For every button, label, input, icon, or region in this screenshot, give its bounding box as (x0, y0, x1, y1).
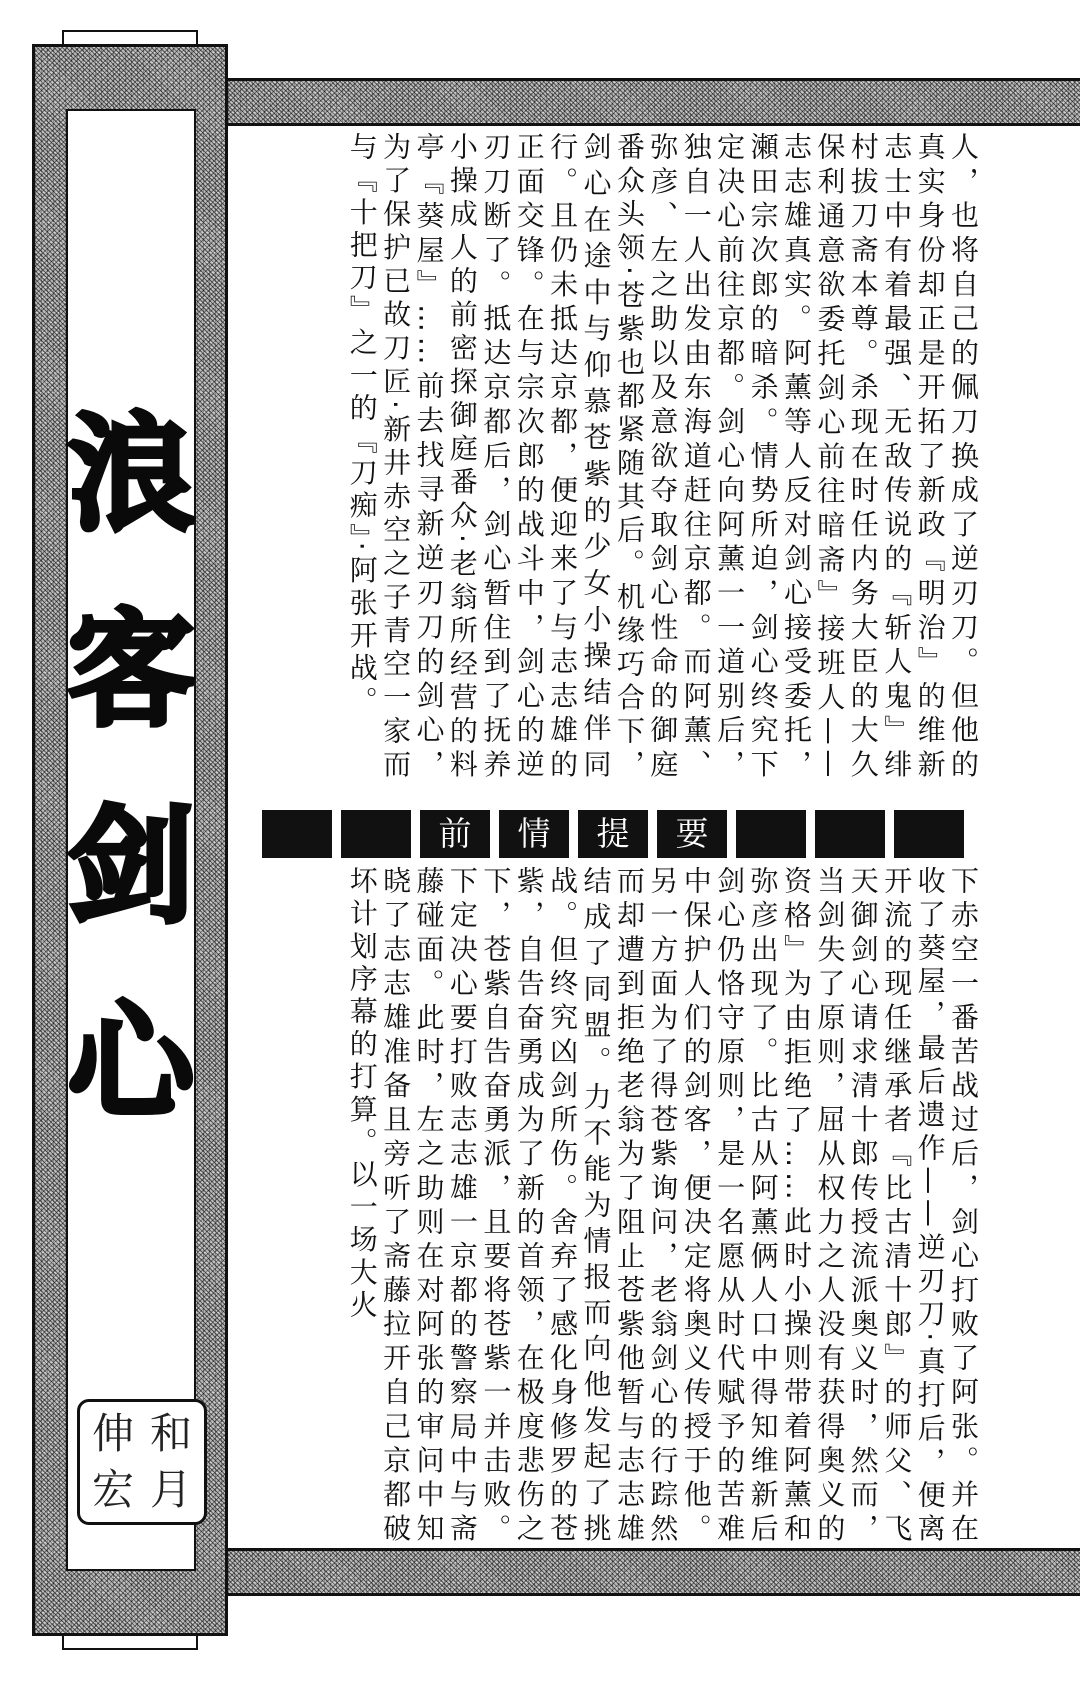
header-char: 前 (420, 810, 490, 858)
header-char: 情 (499, 810, 569, 858)
title-char: 剑 (68, 792, 194, 940)
seal-char: 伸 (91, 1409, 134, 1458)
title-char: 浪 (68, 400, 194, 548)
artist-seal-stamp (77, 1399, 207, 1525)
seal-char: 和 (149, 1409, 192, 1458)
seal-char: 宏 (91, 1465, 134, 1514)
header-block (736, 810, 806, 858)
title-char: 心 (68, 988, 194, 1136)
recap-paragraph: 下赤空一番苦战过后，剑心打败了阿张。并在收了葵屋，最后遗作——逆刃刀·真打后，便离开流的现任继承者『比古清十郎』的师父、飞天御剑心请求清十郎传授流派奥义时，然而，当剑失了原则，屈从权力之人没有获得奥义的资格』为由拒绝了……此时小操则带着阿薰和弥彦出现了。比古从阿薰俩人口中得知维新后剑心仍恪守原则，是一名愿从时代赋予的苦难中保护人们的剑客，便决定将奥义传授于他。另一方面为了得苍紫询问，老翁剑心的行踪然而却遭到拒绝老翁为了阻止苍紫他暂与志志雄结成了同盟。力不能为情报而向他发起了挑战。但终究凶剑所伤。舍弃了感化身修罗的苍紫，自告奋勇成为了新的首领，在极度悲伤之下，苍紫自告奋勇派，且要将苍紫一并击败。下定决心要打败志志雄一京都的警察局中与斋藤碰面。此时，左之助则在对阿张的审问中知晓了志志雄准备且旁听了斋藤拉开自己京都破坏计划序幕的打算。以一场大火 (345, 866, 980, 1546)
top-scroll-bar (228, 78, 1080, 126)
header-block (341, 810, 411, 858)
section-header-recap (262, 810, 964, 858)
recap-text-block (200, 866, 980, 1546)
header-block (262, 810, 332, 858)
series-title (68, 400, 194, 1195)
title-char: 客 (68, 596, 194, 744)
title-panel (66, 109, 196, 1571)
header-char: 提 (578, 810, 648, 858)
intro-paragraph: 人，也将自己的佩刀换成了逆刃刀。但他的真实身份却正是开拓了新政『明治』的维新志士中有着最强、无敌传说的『斩人鬼』绯村拔刀斋本尊。杀现在时任内务大臣的大久保利通意欲委托剑心前往暗斋』接班人——志志雄真实。阿薰等人反对剑心接受委托，瀬田宗次郎的暗杀。情势所迫，剑心终究下定决心前往京都。剑心向阿薰一一道别后，独自一人出发由东海道赶往京都。而阿薰、弥彦、左之助以及意欲夺取剑心性命的御庭番众头领·苍紫也都紧随其后。机缘巧合下，剑心在途中与仰慕苍紫的少女小操结伴同行。且仍未抵达京都，便迎来了与志志雄的正面交锋。在与宗次郎的战斗中，剑心的逆刃刀断了。抵达京都后，剑心暂住到了抚养小操成人的前密探御庭番众·老翁所经营的料亭『葵屋』……前去找寻新逆刃刀的剑心，为了保护已故刀匠·新井赤空之子青空一家而与『十把刀』之一的『刀痴』·阿张开战。 (345, 132, 980, 782)
scroll-top-rod (62, 30, 198, 44)
seal-char: 月 (149, 1465, 192, 1514)
header-block (815, 810, 885, 858)
scroll-bottom-rod (62, 1636, 198, 1650)
bottom-scroll-bar (228, 1548, 1080, 1596)
header-char: 要 (657, 810, 727, 858)
intro-text-block (296, 132, 980, 782)
header-block (894, 810, 964, 858)
title-scroll (32, 44, 228, 1636)
